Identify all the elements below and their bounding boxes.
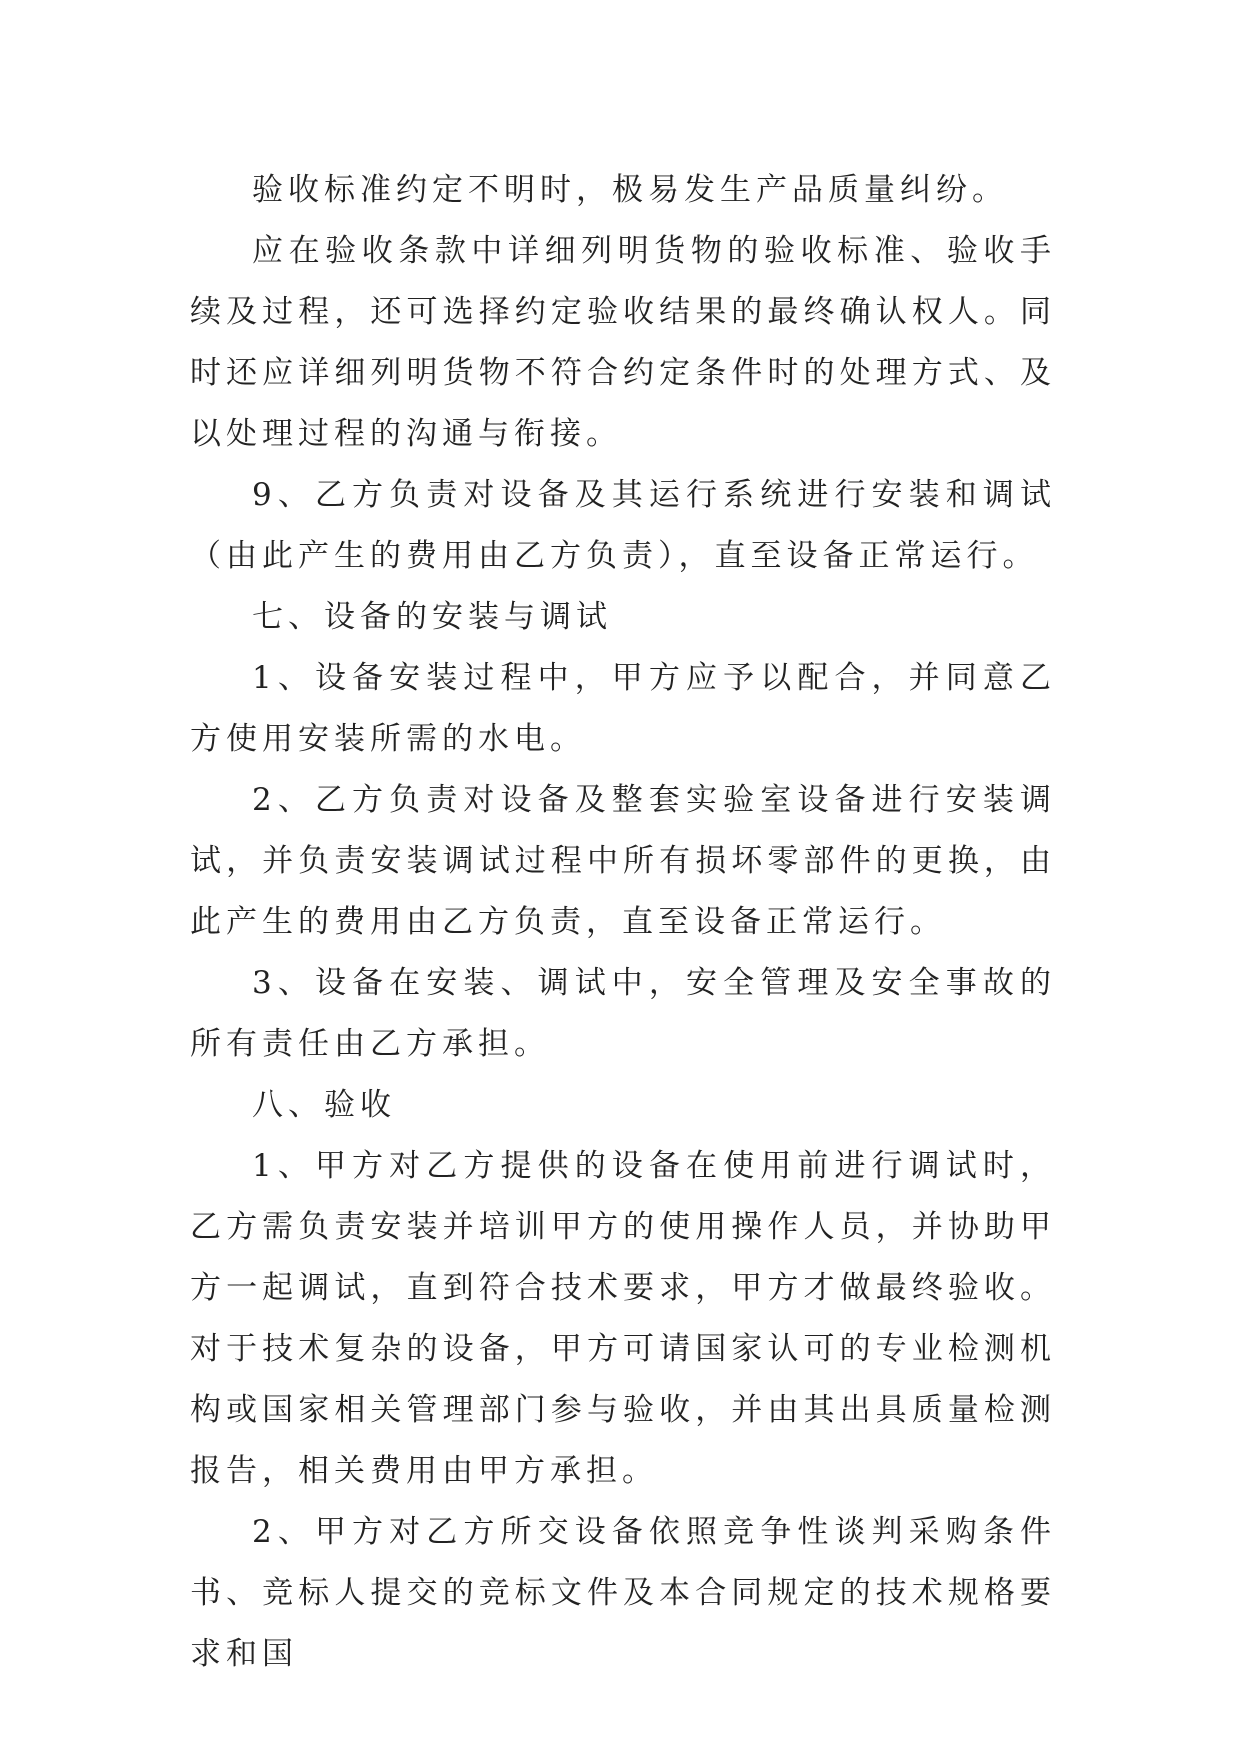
paragraph-acceptance-item-2: 2、甲方对乙方所交设备依照竞争性谈判采购条件书、竞标人提交的竞标文件及本合同规定的技术规格要求和国 — [190, 1514, 1056, 1672]
section-heading-acceptance: 八、验收 — [252, 1087, 396, 1123]
section-heading-installation-debugging: 七、设备的安装与调试 — [252, 599, 612, 635]
paragraph-acceptance-clause-advice: 应在验收条款中详细列明货物的验收标准、验收手续及过程，还可选择约定验收结果的最终确认权人。同时还应详细列明货物不符合约定条件时的处理方式、及以处理过程的沟通与衔接。 — [190, 233, 1056, 452]
paragraph-acceptance-item-1: 1、甲方对乙方提供的设备在使用前进行调试时，乙方需负责安装并培训甲方的使用操作人员，并协助甲方一起调试，直到符合技术要求，甲方才做最终验收。对于技术复杂的设备，甲方可请国家认可的专业检测机构或国家相关管理部门参与验收，并由其出具质量检测报告，相关费用由甲方承担。 — [190, 1148, 1056, 1489]
paragraph-installation-item-2: 2、乙方负责对设备及整套实验室设备进行安装调试，并负责安装调试过程中所有损坏零部件的更换，由此产生的费用由乙方负责，直至设备正常运行。 — [190, 782, 1056, 940]
paragraph-installation-item-3: 3、设备在安装、调试中，安全管理及安全事故的所有责任由乙方承担。 — [190, 965, 1056, 1062]
document-body — [190, 160, 1056, 1685]
paragraph-installation-item-1: 1、设备安装过程中，甲方应予以配合，并同意乙方使用安装所需的水电。 — [190, 660, 1056, 757]
paragraph-item-9-installation: 9、乙方负责对设备及其运行系统进行安装和调试（由此产生的费用由乙方负责），直至设备正常运行。 — [190, 477, 1056, 574]
paragraph-acceptance-standard: 验收标准约定不明时，极易发生产品质量纠纷。 — [252, 172, 1008, 208]
